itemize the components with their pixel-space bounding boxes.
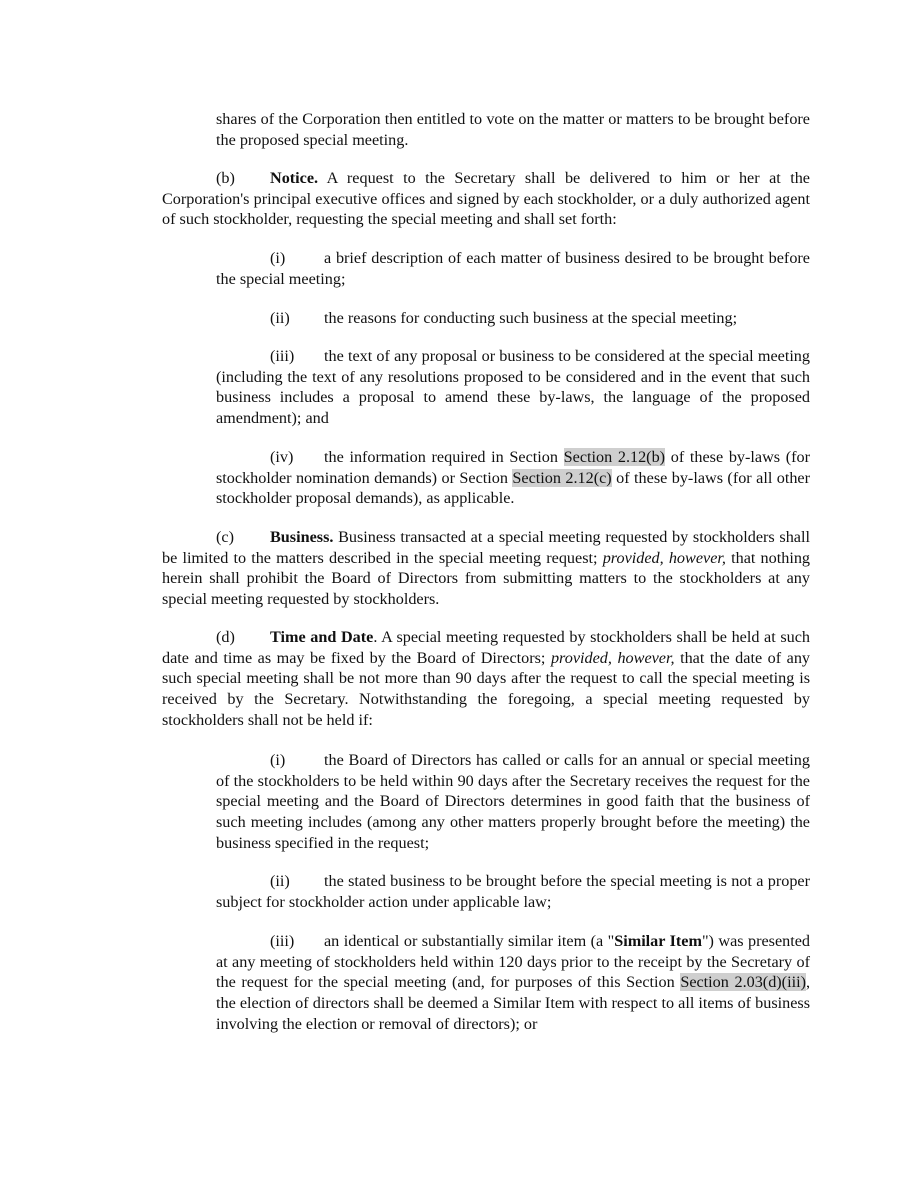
paragraph-heading: Business. (270, 528, 334, 546)
item-label: (i) (270, 751, 286, 769)
paragraph-heading: Notice. (270, 169, 319, 187)
item-label: (iii) (270, 932, 295, 950)
item-d-i: (i) the Board of Directors has called or calls for an annual or special meeting of the stockholders to be held within 90 days after the Secretary receives the request for the special meeting and the Board of Directors determines in good faith that the business of such meeting includes (among any other matters properly brought before the meeting) the business specified in the request; (216, 751, 810, 852)
item-label: (ii) (270, 309, 290, 327)
item-d-ii: (ii) the stated business to be brought before the special meeting is not a proper subject for stockholder action under applicable law; (216, 872, 810, 911)
paragraph-label: (c) (216, 528, 234, 546)
cross-reference-link[interactable]: Section 2.03(d)(iii) (680, 973, 806, 992)
paragraph-c-business: (c) Business. Business transacted at a special meeting requested by stockholders shall be limited to the matters described in the special meeting request; provided, however, that nothing herein shall prohibit the Board of Directors from submitting matters to the stockholders at any special meeting requested by stockholders. (162, 528, 811, 609)
paragraph-heading: Time and Date (270, 628, 374, 646)
paragraph-continuation: shares of the Corporation then entitled to vote on the matter or matters to be brought before the proposed special meeting. (216, 110, 810, 149)
defined-term: Similar Item (614, 932, 702, 950)
item-label: (ii) (270, 872, 290, 890)
paragraph-label: (d) (216, 628, 235, 646)
item-label: (iii) (270, 347, 295, 365)
item-d-iii: (iii) an identical or substantially similar item (a "Similar Item") was presented at any meeting of stockholders held within 120 days prior to the receipt by the Secretary of the request for the special meeting (and, for purposes of this Section Section 2.03(d)(iii), the election of directors shall be deemed a Similar Item with respect to all items of business involving the election or removal of directors); or (216, 932, 811, 1033)
item-b-ii: (ii) the reasons for conducting such business at the special meeting; (270, 309, 738, 327)
item-label: (iv) (270, 448, 294, 466)
item-b-iv: (iv) the information required in Section Section 2.12(b) of these by-laws (for stockholder nomination demands) or Section Section 2.12(c) of these by-laws (for all other stockholder proposal demands), as applicable. (216, 448, 811, 508)
paragraph-b-notice: (b) Notice. A request to the Secretary shall be delivered to him or her at the Corporation's principal executive offices and signed by each stockholder, or a duly authorized agent of such stockholder, requesting the special meeting and shall set forth: (162, 169, 810, 229)
item-label: (i) (270, 249, 286, 267)
paragraph-label: (b) (216, 169, 235, 187)
cross-reference-link[interactable]: Section 2.12(c) (512, 468, 612, 487)
item-b-i: (i) a brief description of each matter of business desired to be brought before the special meeting; (216, 249, 810, 288)
item-b-iii: (iii) the text of any proposal or business to be considered at the special meeting (including the text of any resolutions proposed to be considered and in the event that such business includes a proposal to amend these by-laws, the language of the proposed amendment); and (216, 347, 810, 428)
paragraph-d-time-and-date: (d) Time and Date. A special meeting requested by stockholders shall be held at such date and time as may be fixed by the Board of Directors; provided, however, that the date of any such special meeting shall be not more than 90 days after the request to call the special meeting is received by the Secretary. Notwithstanding the foregoing, a special meeting requested by stockholders shall not be held if: (162, 628, 811, 729)
cross-reference-link[interactable]: Section 2.12(b) (563, 448, 666, 466)
